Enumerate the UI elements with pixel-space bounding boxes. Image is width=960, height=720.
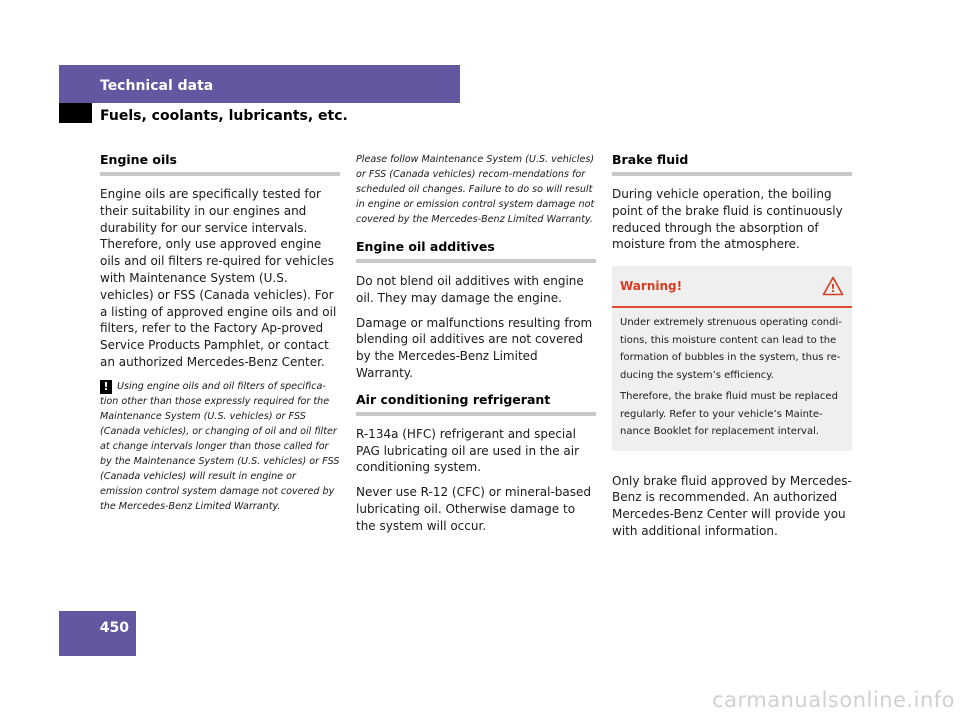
warning-title: Warning!	[620, 279, 683, 294]
page-number: 450	[99, 620, 129, 636]
engine-oils-note	[100, 379, 340, 514]
section-title: Technical data	[100, 78, 214, 94]
watermark: carmanualsonline.info	[712, 688, 955, 712]
engine-oil-additives-heading: Engine oil additives	[356, 239, 596, 263]
column-additives-refrigerant	[356, 152, 596, 543]
warning-paragraph-1: Under extremely strenuous operating condi-tions, this moisture content can lead to the formation of bubbles in the system, thus re-ducing the system’s efficiency.	[620, 317, 842, 381]
exclamation-icon: !	[100, 380, 112, 394]
warning-paragraph-2: Therefore, the brake fluid must be replaced regularly. Refer to your vehicle’s Mainte-nance Booklet for replacement interval.	[620, 391, 838, 438]
refrigerant-paragraph-2: Never use R-12 (CFC) or mineral-based lubricating oil. Otherwise damage to the system will occur.	[356, 485, 592, 533]
header-tab-marker	[59, 103, 92, 123]
column-brake-fluid	[612, 152, 852, 548]
engine-oils-heading: Engine oils	[100, 152, 340, 176]
additives-paragraph-2: Damage or malfunctions resulting from blending oil additives are not covered by the Mercedes-Benz Limited Warranty.	[356, 315, 593, 380]
engine-oils-body: Engine oils are specifically tested for their suitability in our engines and durability for our service intervals. Therefore, only use approved engine oils and oil filters re-quired for vehicles with Maintenance System (U.S. vehicles) or FSS (Canada vehicles). For a listing of approved engine oils and oil filters, refer to the Factory Ap-proved Service Products Pamphlet, or contact an authorized Mercedes-Benz Center.	[100, 187, 337, 369]
brake-fluid-closing: Only brake fluid approved by Mercedes-Benz is recommended. An authorized Mercedes-Benz Center will provide you with additional information.	[612, 473, 852, 539]
svg-text:!: !	[830, 282, 836, 296]
brake-fluid-body: During vehicle operation, the boiling point of the brake fluid is continuously reduced through the absorption of moisture from the atmosphere.	[612, 187, 843, 252]
warning-triangle-icon	[822, 276, 844, 296]
page-subtitle: Fuels, coolants, lubricants, etc.	[100, 108, 348, 124]
warning-box	[612, 266, 852, 451]
column-engine-oils	[100, 152, 340, 514]
additives-paragraph-1: Do not blend oil additives with engine oil. They may damage the engine.	[356, 274, 584, 305]
continued-note: Please follow Maintenance System (U.S. vehicles) or FSS (Canada vehicles) recom-mendations for scheduled oil changes. Failure to do so will result in engine or emission control system damage not covered by the Mercedes-Benz Limited Warranty.	[356, 154, 595, 225]
warning-header	[612, 266, 852, 308]
brake-fluid-heading: Brake fluid	[612, 152, 852, 176]
refrigerant-paragraph-1: R-134a (HFC) refrigerant and special PAG lubricating oil are used in the air conditioning system.	[356, 426, 580, 475]
ac-refrigerant-heading: Air conditioning refrigerant	[356, 392, 596, 416]
engine-oils-note-text: Using engine oils and oil filters of specifica-tion other than those expressly required for the Maintenance System (U.S. vehicles) or FSS (Canada vehicles), or changing of oil and oil filter at change intervals longer than those called for by the Maintenance System (U.S. vehicles) or FSS (Canada vehicles) will result in engine or emission control system damage not covered by the Mercedes-Benz Limited Warranty.	[100, 380, 340, 512]
